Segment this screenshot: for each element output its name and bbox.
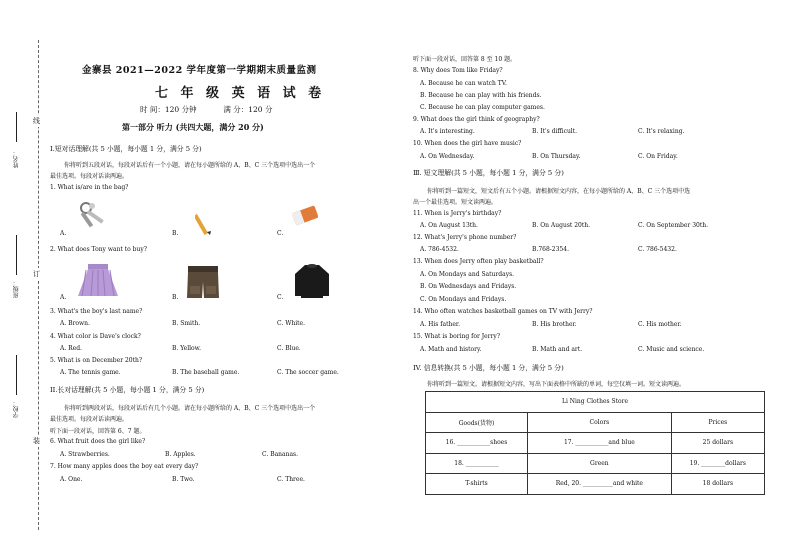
q8-option-c[interactable]: C. Because he can play computer games. — [420, 104, 545, 111]
cell-18[interactable]: 18. ___________ — [426, 453, 528, 474]
cell-16[interactable]: 16. ___________shoes — [426, 433, 528, 454]
question-12: 12. What's Jerry's phone number? — [413, 234, 517, 241]
q5-option-b[interactable]: B. The baseball game. — [172, 369, 240, 376]
q1-option-c[interactable]: C. — [277, 230, 284, 237]
q6-option-a[interactable]: A. Strawberries. — [60, 451, 110, 458]
section2-heading: II.长对话理解(共 5 小题，每小题 1 分，满分 5 分) — [50, 386, 205, 394]
section3-instruction: 你将听到一篇短文，短文后有五个小题。请根据短文内容，在每小题所给的 A、B、C 三个选项中选 — [427, 188, 691, 195]
q14-option-b[interactable]: B. His brother. — [532, 321, 577, 328]
q11-option-a[interactable]: A. On August 13th. — [420, 222, 478, 229]
q9-option-b[interactable]: B. It's difficult. — [532, 128, 578, 135]
q7-option-b[interactable]: B. Two. — [172, 476, 195, 483]
q1-option-b[interactable]: B. — [172, 230, 179, 237]
question-8: 8. Why does Tom like Friday? — [413, 67, 503, 74]
q2-option-c[interactable]: C. — [277, 294, 284, 301]
table-title: Li Ning Clothes Store — [426, 392, 765, 413]
header-goods: Goods(货物) — [426, 412, 528, 433]
section3-heading: Ⅲ. 短文理解(共 5 小题，每小题 1 分，满分 5 分) — [413, 169, 564, 177]
question-7: 7. How many apples does the boy eat every day? — [50, 463, 199, 470]
exam-score: 满 分：120 分 — [223, 105, 273, 114]
q4-option-a[interactable]: A. Red. — [60, 345, 82, 352]
cell-goods-3: T-shirts — [426, 474, 528, 495]
q12-option-c[interactable]: C. 786-5432. — [638, 246, 677, 253]
question-2: 2. What does Tony want to buy? — [50, 246, 147, 253]
table-row — [426, 474, 765, 495]
part1-heading: 第一部分 听力 (共四大题，满分 20 分) — [122, 122, 264, 132]
q15-option-c[interactable]: C. Music and science. — [638, 346, 705, 353]
section1-heading: I.短对话理解(共 5 小题，每小题 1 分，满分 5 分) — [50, 145, 202, 153]
shorts-image — [185, 264, 221, 300]
question-5: 5. What is on December 20th? — [50, 357, 143, 364]
cell-19[interactable]: 19. ________dollars — [671, 453, 764, 474]
section2-lead-2: 听下面一段对话，回答第 8 至 10 题。 — [413, 56, 517, 63]
binding-dashed-line — [38, 40, 39, 530]
class-blank[interactable] — [16, 235, 17, 275]
exam-time-score — [140, 104, 272, 115]
question-3: 3. What's the boy's last name? — [50, 308, 143, 315]
cell-price-3: 18 dollars — [671, 474, 764, 495]
q12-option-a[interactable]: A. 786-4532. — [420, 246, 459, 253]
q4-option-c[interactable]: C. Blue. — [277, 345, 301, 352]
q10-option-a[interactable]: A. On Wednesday. — [420, 153, 475, 160]
mark-zhuang: 装 — [33, 437, 40, 445]
question-4: 4. What color is Dave's clock? — [50, 333, 141, 340]
school-label: 学校： — [13, 400, 20, 418]
q2-option-a[interactable]: A. — [60, 294, 67, 301]
section2-lead: 听下面一段对话，回答第 6、7 题。 — [50, 428, 146, 435]
q14-option-a[interactable]: A. His father. — [420, 321, 461, 328]
question-14: 14. Who often watches basketball games on TV with Jerry? — [413, 308, 593, 315]
q4-option-b[interactable]: B. Yellow. — [172, 345, 201, 352]
cell-color-2: Green — [528, 453, 672, 474]
q9-option-c[interactable]: C. It's relaxing. — [638, 128, 685, 135]
q3-option-c[interactable]: C. White. — [277, 320, 306, 327]
skirt-image — [76, 262, 120, 298]
section1-instruction-2: 最佳选项。每段对话读两遍。 — [50, 173, 129, 180]
name-blank[interactable] — [16, 112, 17, 142]
question-6: 6. What fruit does the girl like? — [50, 438, 146, 445]
pencil-image — [195, 202, 217, 236]
q13-option-b[interactable]: B. On Wednesdays and Fridays. — [420, 283, 517, 290]
q1-option-a[interactable]: A. — [60, 230, 67, 237]
q13-option-c[interactable]: C. On Mondays and Fridays. — [420, 296, 507, 303]
q2-option-b[interactable]: B. — [172, 294, 179, 301]
q15-option-b[interactable]: B. Math and art. — [532, 346, 583, 353]
q10-option-c[interactable]: C. On Friday. — [638, 153, 678, 160]
section2-instruction: 你将听到两段对话，每段对话后有几个小题。请在每小题所给的 A、B、C 三个选项中选出一个 — [64, 405, 316, 412]
q3-option-a[interactable]: A. Brown. — [60, 320, 90, 327]
cell-price-1: 25 dollars — [671, 433, 764, 454]
question-10: 10. When does the girl have music? — [413, 140, 522, 147]
mark-xian: 线 — [33, 117, 40, 125]
q14-option-c[interactable]: C. His mother. — [638, 321, 682, 328]
section3-instruction-2: 出一个最佳选项。短文读两遍。 — [413, 199, 498, 206]
question-1: 1. What is/are in the bag? — [50, 184, 129, 191]
question-15: 15. What is boring for Jerry? — [413, 333, 501, 340]
table-row — [426, 453, 765, 474]
q12-option-b[interactable]: B.768-2354. — [532, 246, 569, 253]
q5-option-a[interactable]: A. The tennis game. — [60, 369, 121, 376]
school-blank[interactable] — [16, 355, 17, 395]
header-prices: Prices — [671, 412, 764, 433]
exam-school-title: 金寨县 2021—2022 学年度第一学期期末质量监测 — [82, 65, 317, 76]
q7-option-a[interactable]: A. One. — [60, 476, 83, 483]
section1-instruction: 你将听到五段对话，每段对话后有一个小题，请在每小题所给的 A、B、C 三个选项中选出一个 — [64, 162, 316, 169]
mark-ding: 订 — [33, 270, 40, 278]
question-11: 11. When is Jerry's birthday? — [413, 210, 502, 217]
eraser-image — [290, 205, 322, 227]
table-row — [426, 433, 765, 454]
keys-image — [78, 200, 114, 232]
name-label: 姓名： — [13, 150, 20, 168]
binding-margin — [0, 0, 50, 544]
cell-17[interactable]: 17. ___________and blue — [528, 433, 672, 454]
q5-option-c[interactable]: C. The soccer game. — [277, 369, 339, 376]
section2-instruction-2: 最佳选项。每段对话读两遍。 — [50, 416, 129, 423]
q6-option-c[interactable]: C. Bananas. — [262, 451, 299, 458]
q6-option-b[interactable]: B. Apples. — [165, 451, 196, 458]
q11-option-b[interactable]: B. On August 20th. — [532, 222, 591, 229]
q11-option-c[interactable]: C. On September 30th. — [638, 222, 709, 229]
section4-instruction: 你将听到一篇短文。请根据短文内容，写出下面表格中所缺的单词，每空仅填一词。短文读两遍。 — [427, 381, 686, 388]
exam-time: 时 间：120 分钟 — [140, 105, 197, 114]
class-label: 班级： — [13, 280, 20, 298]
q10-option-b[interactable]: B. On Thursday. — [532, 153, 581, 160]
question-9: 9. What does the girl think of geography? — [413, 116, 540, 123]
header-colors: Colors — [528, 412, 672, 433]
q15-option-a[interactable]: A. Math and history. — [420, 346, 482, 353]
table-header-row — [426, 412, 765, 433]
q9-option-a[interactable]: A. It's interesting. — [420, 128, 475, 135]
q3-option-b[interactable]: B. Smith. — [172, 320, 201, 327]
q8-option-b[interactable]: B. Because he can play with his friends. — [420, 92, 542, 99]
cell-20[interactable]: Red, 20. __________and white — [528, 474, 672, 495]
question-13: 13. When does Jerry often play basketball? — [413, 258, 544, 265]
exam-title: 七 年 级 英 语 试 卷 — [155, 86, 326, 101]
section4-heading: IV. 信息转换(共 5 小题，每小题 1 分，满分 5 分) — [413, 364, 564, 372]
q13-option-a[interactable]: A. On Mondays and Saturdays. — [420, 271, 515, 278]
sweater-image — [293, 262, 331, 300]
q7-option-c[interactable]: C. Three. — [277, 476, 305, 483]
q8-option-a[interactable]: A. Because he can watch TV. — [420, 80, 507, 87]
clothes-store-table — [425, 391, 765, 495]
